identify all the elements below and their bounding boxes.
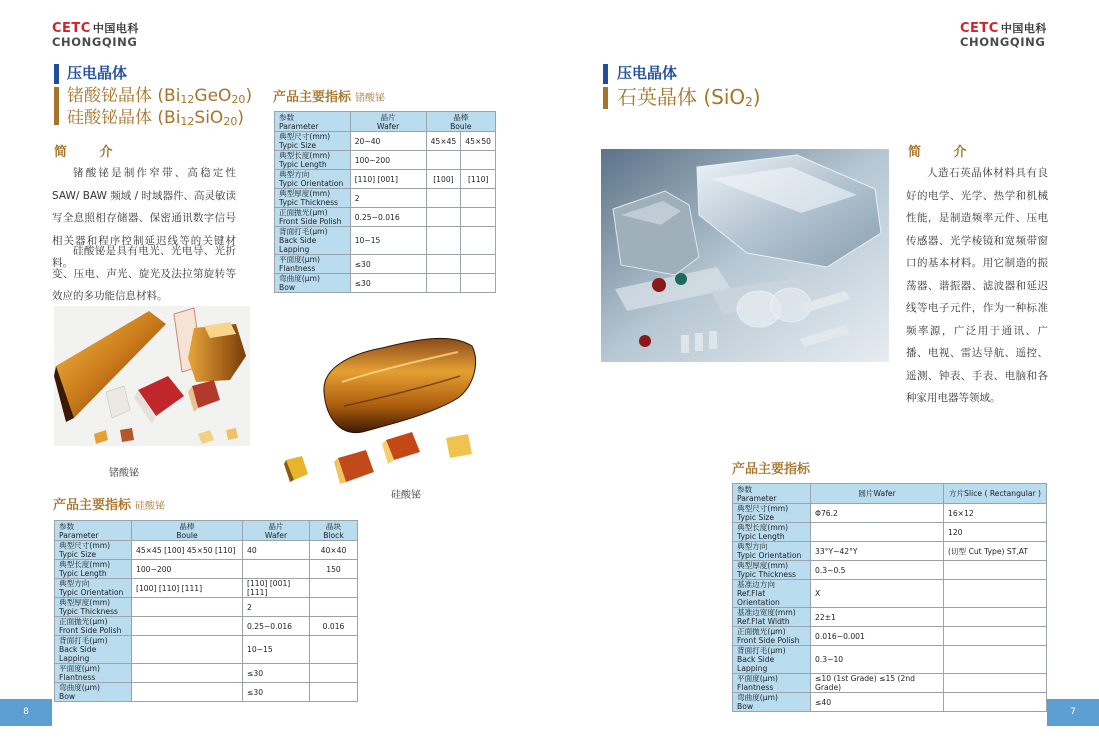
table-row: 基准边方向 Ref.Flat Orientation X [733, 580, 1047, 608]
table-row: 正面抛光(μm) Front Side Polish 0.25~0.016 [275, 208, 496, 227]
right-heading [617, 63, 761, 112]
spec-table-quartz: 参数 Parameter 圆片Wafer 方片Slice ( Rectangular ) 典型尺寸(mm) Typic Size Φ76.2 16×12 典型长度(mm) Typic Length 120 典型方向 Typic Orientation 33°Y~42°Y (切型 Cut Type) ST,AT 典型厚度(mm) Typic Thickness 0.3~0.5 基准边方向 Ref.Flat Orientation X 基准边宽度(mm) Ref.Flat Width 22±1 正面抛光(μm) Front Side Polish 0.016~0.001 背面打毛(μm) Back Side Lapping 0.3~10 平面度(μm) Flantness ≤10 (1st Grade) ≤15 (2nd Grade) 弯曲度(μm) Bow ≤40 [732, 483, 1047, 712]
table-row: 典型方向 Typic Orientation 33°Y~42°Y (切型 Cut Type) ST,AT [733, 542, 1047, 561]
caption-bgo: 锗酸铋 [109, 468, 139, 479]
intro-heading-left: 简 介 [54, 145, 127, 160]
accent-bar-blue [54, 64, 59, 84]
intro-paragraph-quartz: 人造石英晶体材料具有良好的电学、光学、热学和机械性能，是制造频率元件、压电传感器、光学棱镜和宽频带窗口的基本材料。用它制造的振荡器、谐振器、滤波器和延迟线等电子元件，作为一种标准频率源，广泛用于通讯、广播、电视、雷达导航、遥控、遥测、钟表、手表、电脑和各种家用电器等领域。 [906, 167, 1048, 404]
table-row: 背面打毛(μm) Back Side Lapping 10~15 [275, 227, 496, 255]
category-title: 压电晶体 [67, 64, 128, 82]
intro-heading-right: 简 介 [908, 145, 981, 160]
table-row: 正面抛光(μm) Front Side Polish 0.25~0.016 0.016 [55, 617, 358, 636]
cetc-logo-left: CETC 中国电科 CHONGQING [52, 21, 139, 49]
table-row: 典型厚度(mm) Typic Thickness 0.3~0.5 [733, 561, 1047, 580]
table-row: 典型尺寸(mm) Typic Size 45×45 [100] 45×50 [110] 40 40×40 [55, 541, 358, 560]
bgo-crystals-photo [54, 306, 250, 446]
page-number-left: 8 [0, 699, 52, 726]
spec-title-bso: 产品主要指标 硅酸铋 [53, 498, 166, 513]
spec-table-bgo: 参数 Parameter 晶片 Wafer 晶棒 Boule 典型尺寸(mm) Typic Size 20~40 45×45 45×50 典型长度(mm) Typic Length 100~200 典型方向 Typic Orientation [110] [001] [100] [110] 典型厚度(mm) Typic Thickness 2 正面抛光(μm) Front Side Polish 0.25~0.016 背面打毛(μm) Back Side Lapping 10~15 平面度(μm) Flantness ≤30 弯曲度(μm) Bow ≤30 [274, 111, 496, 293]
table-row: 弯曲度(μm) Bow ≤40 [733, 693, 1047, 712]
table-row: 正面抛光(μm) Front Side Polish 0.016~0.001 [733, 627, 1047, 646]
bso-title: 硅酸铋晶体 $(Bi_{12}SiO_{20})$ [67, 108, 244, 128]
table-row: 弯曲度(μm) Bow ≤30 [55, 683, 358, 702]
bso-crystals-photo [282, 322, 482, 496]
spec-title-bgo: 产品主要指标 锗酸铋 [273, 90, 386, 105]
table-row: 典型长度(mm) Typic Length 100~200 [275, 151, 496, 170]
spec-title-quartz: 产品主要指标 [732, 462, 811, 477]
table-row: 典型尺寸(mm) Typic Size Φ76.2 16×12 [733, 504, 1047, 523]
table-row: 典型尺寸(mm) Typic Size 20~40 45×45 45×50 [275, 132, 496, 151]
table-row: 典型方向 Typic Orientation [110] [001] [100] [110] [275, 170, 496, 189]
page-number-right: 7 [1047, 699, 1099, 726]
intro-paragraph-bso: 硅酸铋是具有电光、光电导、光折变、压电、声光、旋光及法拉第旋转等效应的多功能信息材料。 [52, 245, 236, 302]
table-row: 典型厚度(mm) Typic Thickness 2 [55, 598, 358, 617]
table-row: 典型厚度(mm) Typic Thickness 2 [275, 189, 496, 208]
caption-bso: 硅酸铋 [391, 490, 421, 501]
bgo-title: 锗酸铋晶体 $(Bi_{12}GeO_{20})$ [67, 86, 253, 106]
quartz-crystals-photo [601, 149, 889, 362]
table-row: 平面度(μm) Flantness ≤30 [55, 664, 358, 683]
accent-bar-gold [54, 87, 59, 125]
table-row: 平面度(μm) Flantness ≤10 (1st Grade) ≤15 (2nd Grade) [733, 674, 1047, 693]
table-row: 平面度(μm) Flantness ≤30 [275, 255, 496, 274]
table-row: 基准边宽度(mm) Ref.Flat Width 22±1 [733, 608, 1047, 627]
cetc-logo-right: CETC 中国电科 CHONGQING [960, 21, 1047, 49]
spec-table-bso: 参数 Parameter 晶棒 Boule 晶片 Wafer 晶块 Block 典型尺寸(mm) Typic Size 45×45 [100] 45×50 [110] 40 40×40 典型长度(mm) Typic Length 100~200 150 典型方向 Typic Orientation [100] [110] [111] [110] [001] [111] 典型厚度(mm) Typic Thickness 2 正面抛光(μm) Front Side Polish 0.25~0.016 0.016 背面打毛(μm) Back Side Lapping 10~15 平面度(μm) Flantness ≤30 弯曲度(μm) Bow ≤30 [54, 520, 358, 702]
table-row: 背面打毛(μm) Back Side Lapping 10~15 [55, 636, 358, 664]
table-row: 典型长度(mm) Typic Length 100~200 150 [55, 560, 358, 579]
quartz-title: 石英晶体 (SiO$_2$) [617, 85, 761, 109]
category-title-right: 压电晶体 [617, 64, 678, 82]
table-row: 典型长度(mm) Typic Length 120 [733, 523, 1047, 542]
intro-paragraph-bgo: 锗酸铋是制作窄带、高稳定性 SAW/ BAW 频域 / 时域器件、高灵敏读写全息照相存储器、保密通讯数字信号相关器和程序控制延迟线等的关键材料。 [52, 167, 236, 269]
accent-bar-gold-right [603, 87, 608, 109]
table-row: 背面打毛(μm) Back Side Lapping 0.3~10 [733, 646, 1047, 674]
accent-bar-blue-right [603, 64, 608, 84]
table-row: 弯曲度(μm) Bow ≤30 [275, 274, 496, 293]
left-heading [67, 63, 252, 130]
table-row: 典型方向 Typic Orientation [100] [110] [111] [110] [001] [111] [55, 579, 358, 598]
